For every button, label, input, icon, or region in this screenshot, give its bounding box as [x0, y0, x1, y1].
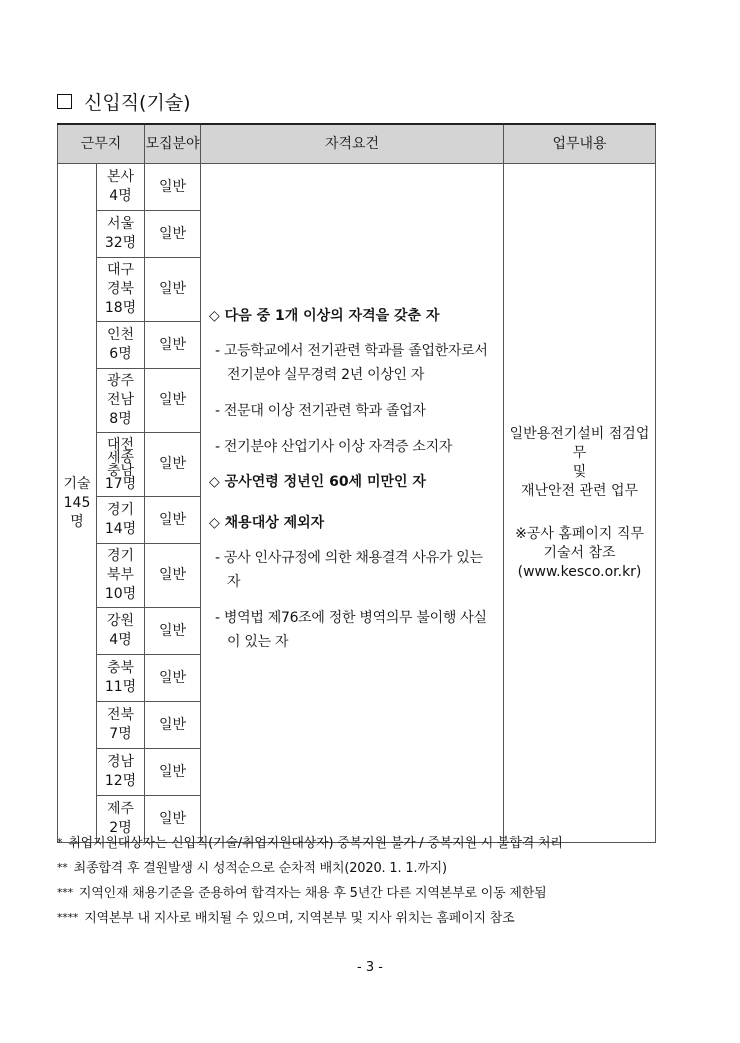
- branch-line: 2명: [109, 820, 132, 836]
- duty-line: 일반용전기설비 점검업무: [509, 425, 650, 461]
- branch-line: 4명: [109, 188, 132, 204]
- branch-line: 경기: [106, 548, 135, 564]
- branch-cell: [97, 544, 145, 608]
- footnote: [57, 881, 677, 906]
- header-duties: 업무내용: [504, 124, 656, 164]
- field-cell: 일반: [145, 544, 201, 608]
- category-cell: [58, 164, 97, 843]
- branch-line: 12명: [104, 773, 137, 789]
- requirements-heading: ◇ 다음 중 1개 이상의 자격을 갖춘 자: [209, 308, 440, 324]
- requirements-cell: [201, 164, 504, 843]
- branch-line: 18명: [104, 300, 137, 316]
- footnote-text: 지역인재 채용기준을 준용하여 합격자는 채용 후 5년간 다른 지역본부로 이동 제한됨: [78, 886, 547, 901]
- branch-line: 강원: [106, 613, 135, 629]
- table-header-row: [58, 124, 656, 164]
- branch-line: 11명: [104, 679, 137, 695]
- branch-line: 경기: [106, 502, 135, 518]
- header-location: 근무지: [58, 124, 145, 164]
- header-field: 모집분야: [145, 124, 201, 164]
- field-cell: 일반: [145, 369, 201, 433]
- branch-cell: [97, 211, 145, 258]
- requirements-item: - 고등학교에서 전기관련 학과를 졸업한자로서 전기분야 실무경력 2년 이상인 자: [215, 343, 488, 383]
- field-cell: 일반: [145, 749, 201, 796]
- branch-line: 경남: [106, 754, 135, 770]
- branch-line: 8명: [109, 411, 132, 427]
- requirements-item: - 전문대 이상 전기관련 학과 졸업자: [215, 403, 426, 419]
- branch-line: 충북: [106, 660, 135, 676]
- requirements-heading: ◇ 공사연령 정년인 60세 미만인 자: [209, 474, 426, 490]
- branch-line: 광주: [106, 373, 135, 389]
- field-cell: 일반: [145, 322, 201, 369]
- footnote-text: 취업지원대상자는 신입직(기술/취업지원대상자) 중복지원 불가 / 중복지원 시 불합격 처리: [68, 836, 563, 851]
- footnote-mark: ****: [57, 911, 79, 924]
- branch-line: 충남: [106, 462, 135, 479]
- duty-line: 재난안전 관련 업무: [520, 482, 639, 499]
- branch-line: 대전: [106, 436, 135, 453]
- branch-line: 7명: [109, 726, 132, 742]
- category-name: 기술: [63, 475, 91, 492]
- requirements-heading: ◇ 채용대상 제외자: [209, 515, 325, 531]
- header-requirements: 자격요건: [201, 124, 504, 164]
- duty-line: (www.kesco.or.kr): [517, 563, 642, 580]
- field-cell: 일반: [145, 497, 201, 544]
- branch-cell: [97, 164, 145, 211]
- branch-cell: [97, 369, 145, 433]
- branch-line: 4명: [109, 632, 132, 648]
- branch-cell: [97, 655, 145, 702]
- branch-line: 대구: [106, 262, 135, 278]
- branch-line: 세종: [106, 449, 135, 466]
- branch-line: 10명: [104, 586, 137, 602]
- branch-line: 전북: [106, 707, 135, 723]
- table-body: [58, 164, 656, 843]
- footnote-mark: ***: [57, 886, 73, 899]
- footnote: [57, 856, 677, 881]
- field-cell: 일반: [145, 433, 201, 497]
- footnote: [57, 831, 677, 856]
- footnote: [57, 906, 677, 931]
- footnote-text: 최종합격 후 결원발생 시 성적순으로 순차적 배치(2020. 1. 1.까지): [73, 861, 447, 876]
- branch-line: 14명: [104, 521, 137, 537]
- footnote-mark: **: [57, 861, 68, 874]
- branch-line: 서울: [106, 216, 135, 232]
- requirements-item: - 전기분야 산업기사 이상 자격증 소지자: [215, 439, 453, 455]
- section-title: [57, 86, 191, 116]
- field-cell: 일반: [145, 702, 201, 749]
- branch-line: 6명: [109, 346, 132, 362]
- branch-cell: [97, 702, 145, 749]
- branch-line: 인천: [106, 327, 135, 343]
- section-title-text: 신입직(기술): [84, 91, 191, 114]
- branch-line: 17명: [104, 475, 137, 492]
- requirements-item: - 공사 인사규정에 의한 채용결격 사유가 있는 자: [215, 550, 483, 590]
- field-cell: 일반: [145, 164, 201, 211]
- field-cell: 일반: [145, 211, 201, 258]
- branch-line: 전남: [106, 392, 135, 408]
- branch-line: 경북: [106, 281, 135, 297]
- branch-cell: [97, 497, 145, 544]
- duties-cell: [504, 164, 656, 843]
- duty-line: ※공사 홈페이지 직무: [515, 525, 644, 542]
- branch-line: 북부: [106, 567, 135, 583]
- branch-line: 제주: [106, 801, 135, 817]
- field-cell: 일반: [145, 258, 201, 322]
- field-cell: 일반: [145, 608, 201, 655]
- requirements-item: - 병역법 제76조에 정한 병역의무 불이행 사실이 있는 자: [215, 610, 487, 650]
- footnote-text: 지역본부 내 지사로 배치될 수 있으며, 지역본부 및 지사 위치는 홈페이지 참조: [84, 911, 515, 926]
- footnote-mark: *: [57, 836, 63, 849]
- footnotes: [57, 831, 677, 931]
- category-count: 145명: [63, 494, 91, 530]
- branch-cell: [97, 749, 145, 796]
- recruitment-table: [57, 123, 656, 843]
- branch-cell: [97, 433, 145, 497]
- duty-line: 기술서 참조: [543, 544, 616, 561]
- field-cell: 일반: [145, 796, 201, 843]
- branch-cell: [97, 322, 145, 369]
- branch-line: 32명: [104, 235, 137, 251]
- checkbox-icon: [57, 94, 72, 109]
- duty-line: 및: [572, 463, 587, 480]
- branch-cell: [97, 258, 145, 322]
- field-cell: 일반: [145, 655, 201, 702]
- branch-cell: [97, 608, 145, 655]
- page-number: - 3 -: [357, 960, 383, 975]
- branch-line: 본사: [106, 169, 135, 185]
- table-row: [58, 164, 656, 211]
